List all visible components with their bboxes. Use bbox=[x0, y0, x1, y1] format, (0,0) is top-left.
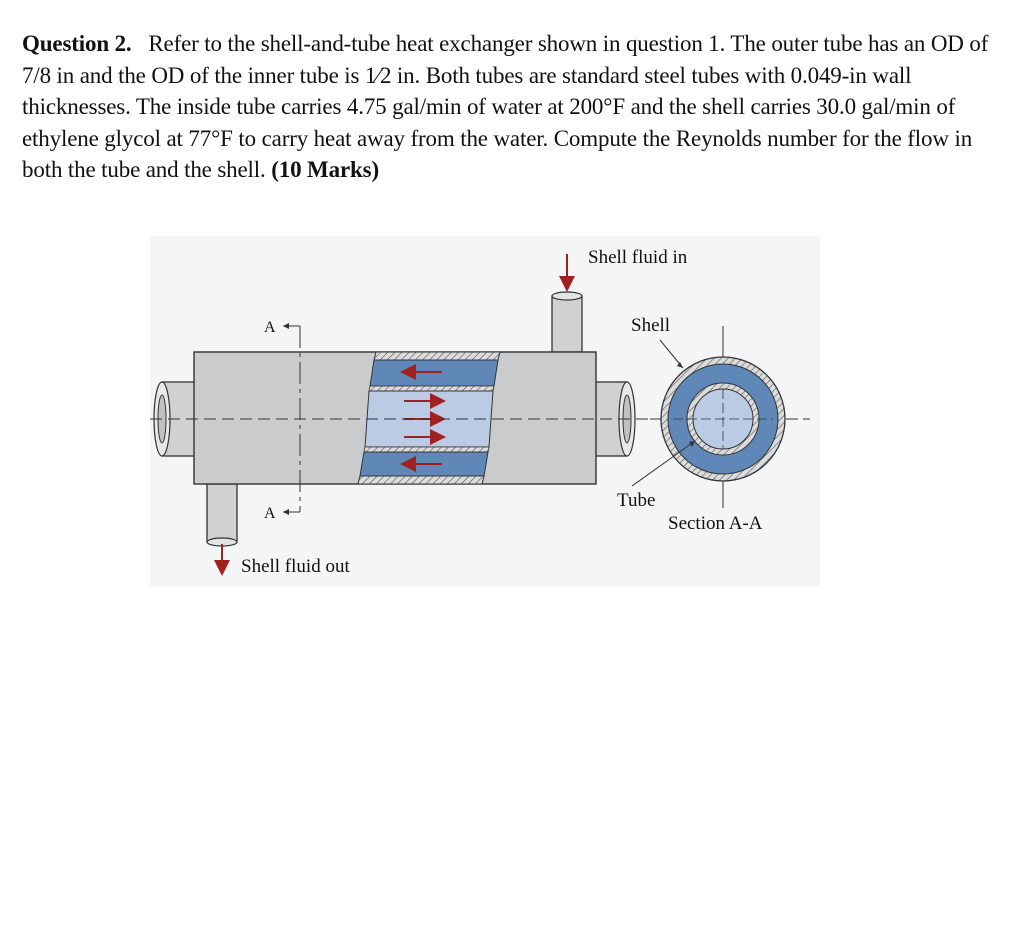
cutaway-section bbox=[358, 352, 500, 484]
shell-inlet-pipe bbox=[552, 296, 582, 352]
label-section-a-a: Section A-A bbox=[668, 513, 763, 534]
question-marks: (10 Marks) bbox=[271, 157, 379, 182]
label-shell: Shell bbox=[631, 315, 671, 336]
heat-exchanger-figure bbox=[150, 236, 820, 586]
question-heading: Question 2. bbox=[22, 31, 132, 56]
question-body: Refer to the shell-and-tube heat exchanger shown in question 1. The outer tube has an OD of 7/8 in and the OD of the inner tube is 1⁄2 in. Both tubes are standard steel tubes with 0.049-in wall thicknesses. The inside tube carries 4.75 gal/min of water at 200°F and the shell carries 30.0 gal/min of ethylene glycol at 77°F to carry heat away from the water. Compute the Reynolds number for the flow in both the tube and the shell. bbox=[22, 31, 989, 182]
question-text bbox=[22, 28, 1007, 186]
shell-outlet-pipe bbox=[207, 484, 237, 542]
label-tube: Tube bbox=[617, 490, 656, 511]
label-shell-fluid-out: Shell fluid out bbox=[241, 556, 350, 577]
label-shell-fluid-in: Shell fluid in bbox=[588, 247, 688, 268]
section-mark-bottom: A bbox=[264, 505, 276, 522]
section-mark-top: A bbox=[264, 319, 276, 336]
